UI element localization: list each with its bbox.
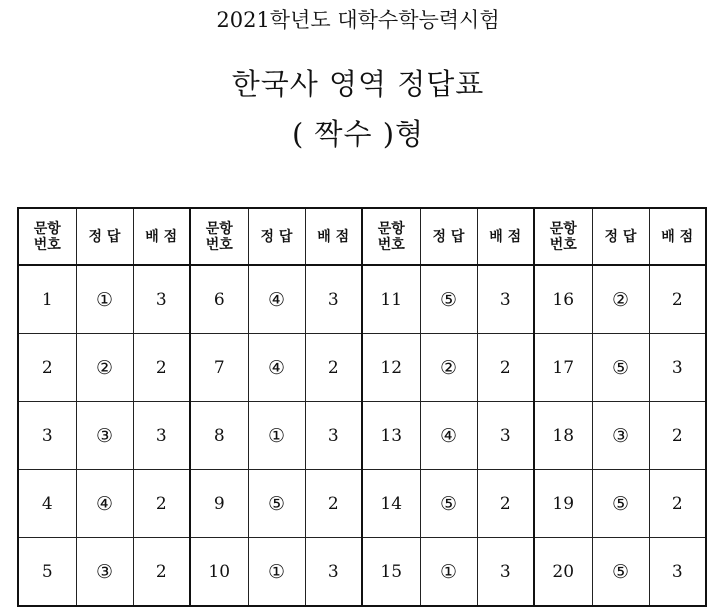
points-cell: 2 xyxy=(649,402,706,470)
question-number-cell: 18 xyxy=(534,402,592,470)
answer-cell: ③ xyxy=(592,402,649,470)
answer-cell: ④ xyxy=(248,265,305,334)
answer-cell: ① xyxy=(248,538,305,607)
question-number-cell: 14 xyxy=(362,470,420,538)
question-number-cell: 9 xyxy=(190,470,248,538)
question-number-cell: 8 xyxy=(190,402,248,470)
header-answer: 정 답 xyxy=(592,208,649,265)
question-number-cell: 2 xyxy=(18,334,76,402)
points-cell: 3 xyxy=(477,538,534,607)
points-cell: 3 xyxy=(477,265,534,334)
question-number-cell: 5 xyxy=(18,538,76,607)
header-question-number: 문항 번호 xyxy=(362,208,420,265)
table-row xyxy=(18,538,706,607)
question-number-cell: 7 xyxy=(190,334,248,402)
question-number-cell: 13 xyxy=(362,402,420,470)
question-number-cell: 17 xyxy=(534,334,592,402)
points-cell: 2 xyxy=(305,334,362,402)
points-cell: 3 xyxy=(649,334,706,402)
table-row xyxy=(18,334,706,402)
points-cell: 3 xyxy=(649,538,706,607)
answer-cell: ⑤ xyxy=(592,470,649,538)
header-question-number: 문항 번호 xyxy=(18,208,76,265)
question-number-cell: 15 xyxy=(362,538,420,607)
answer-cell: ④ xyxy=(420,402,477,470)
header-answer: 정 답 xyxy=(420,208,477,265)
points-cell: 2 xyxy=(133,538,190,607)
answer-cell: ③ xyxy=(76,538,133,607)
header-points: 배 점 xyxy=(133,208,190,265)
header-points: 배 점 xyxy=(649,208,706,265)
points-cell: 2 xyxy=(133,470,190,538)
exam-title: 2021학년도 대학수학능력시험 xyxy=(216,8,500,32)
answer-cell: ⑤ xyxy=(592,538,649,607)
table-row xyxy=(18,470,706,538)
question-number-cell: 6 xyxy=(190,265,248,334)
header-points: 배 점 xyxy=(477,208,534,265)
answer-key-table xyxy=(17,207,707,607)
header-points: 배 점 xyxy=(305,208,362,265)
header-question-number: 문항 번호 xyxy=(534,208,592,265)
points-cell: 2 xyxy=(649,470,706,538)
points-cell: 2 xyxy=(649,265,706,334)
points-cell: 3 xyxy=(477,402,534,470)
answer-cell: ⑤ xyxy=(420,470,477,538)
points-cell: 3 xyxy=(305,538,362,607)
header-answer: 정 답 xyxy=(76,208,133,265)
points-cell: 3 xyxy=(133,265,190,334)
question-number-cell: 12 xyxy=(362,334,420,402)
answer-cell: ② xyxy=(76,334,133,402)
page-title: 한국사 영역 정답표 xyxy=(231,67,485,101)
question-number-cell: 10 xyxy=(190,538,248,607)
points-cell: 2 xyxy=(477,470,534,538)
question-number-cell: 16 xyxy=(534,265,592,334)
answer-cell: ① xyxy=(76,265,133,334)
header-question-number: 문항 번호 xyxy=(190,208,248,265)
header-row xyxy=(18,208,706,265)
points-cell: 2 xyxy=(305,470,362,538)
points-cell: 3 xyxy=(133,402,190,470)
table-row xyxy=(18,265,706,334)
points-cell: 2 xyxy=(133,334,190,402)
answer-cell: ① xyxy=(248,402,305,470)
question-number-cell: 1 xyxy=(18,265,76,334)
answer-cell: ⑤ xyxy=(420,265,477,334)
answer-cell: ⑤ xyxy=(248,470,305,538)
question-number-cell: 11 xyxy=(362,265,420,334)
answer-cell: ② xyxy=(420,334,477,402)
table-row xyxy=(18,402,706,470)
form-type-label: ( 짝수 )형 xyxy=(291,117,425,151)
answer-cell: ③ xyxy=(76,402,133,470)
question-number-cell: 20 xyxy=(534,538,592,607)
points-cell: 3 xyxy=(305,402,362,470)
answer-cell: ② xyxy=(592,265,649,334)
header-answer: 정 답 xyxy=(248,208,305,265)
question-number-cell: 4 xyxy=(18,470,76,538)
points-cell: 2 xyxy=(477,334,534,402)
answer-cell: ④ xyxy=(248,334,305,402)
points-cell: 3 xyxy=(305,265,362,334)
table-body xyxy=(18,265,706,606)
answer-cell: ① xyxy=(420,538,477,607)
answer-cell: ⑤ xyxy=(592,334,649,402)
question-number-cell: 19 xyxy=(534,470,592,538)
question-number-cell: 3 xyxy=(18,402,76,470)
answer-cell: ④ xyxy=(76,470,133,538)
